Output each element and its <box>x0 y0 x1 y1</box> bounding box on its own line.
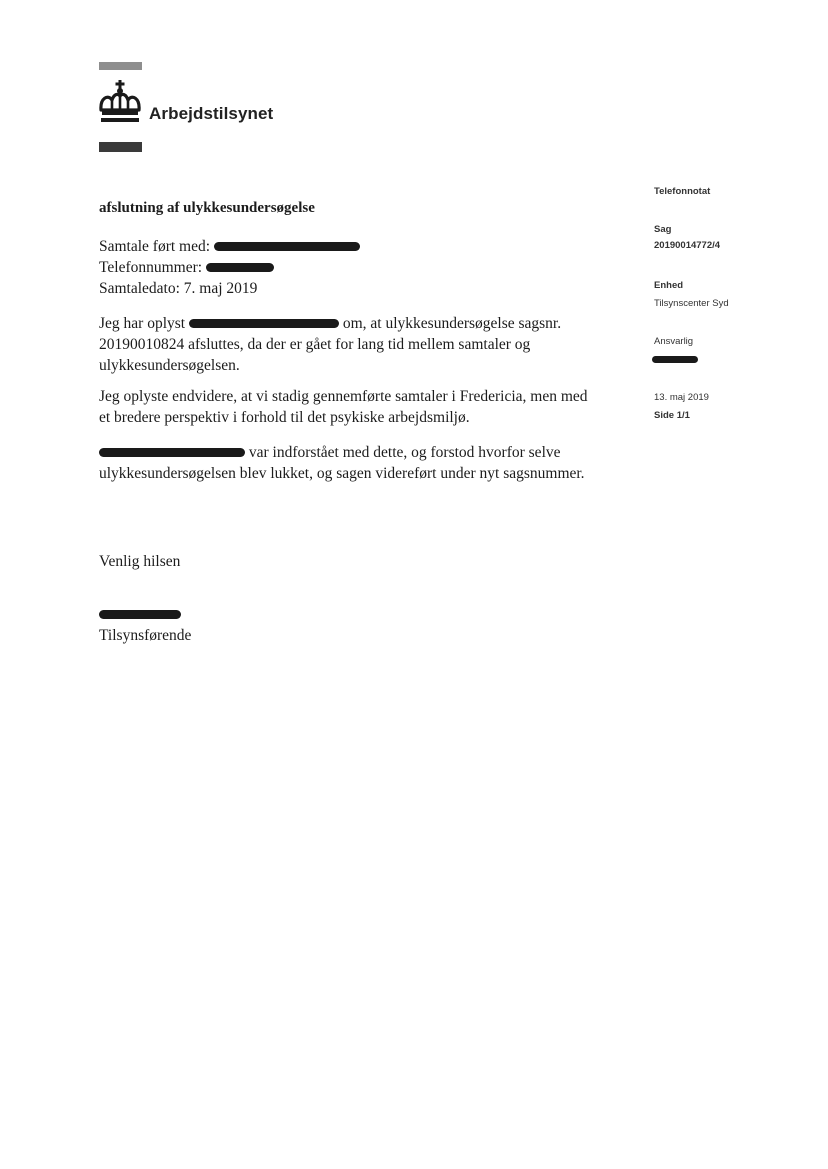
meta-page: Side 1/1 <box>654 410 690 421</box>
meta-responsible-redaction-wrap <box>652 351 698 369</box>
letter-subject: afslutning af ulykkesundersøgelse <box>99 200 315 216</box>
meta-unit-label: Enhed <box>654 280 684 291</box>
phone-line <box>99 257 274 278</box>
paragraph-1-continuation: om, at ulykkesundersøgelse sagsnr. <box>342 315 562 332</box>
paragraph-3-continuation: var indforstået med dette, og forstod hvorfor selve <box>248 444 561 461</box>
closing: Venlig hilsen <box>99 553 181 570</box>
paragraph-2-line-2: et bredere perspektiv i forhold til det psykiske arbejdsmiljø. <box>99 409 470 426</box>
signature-redaction-wrap <box>99 606 181 624</box>
redaction-person-1 <box>189 319 339 328</box>
header-bar-top <box>99 62 142 70</box>
meta-case-label: Sag <box>654 224 672 235</box>
conversation-with-line <box>99 236 360 257</box>
redaction-phone <box>206 263 274 272</box>
redaction-signature <box>99 610 181 619</box>
conversation-with-label: Samtale ført med: <box>99 238 211 255</box>
paragraph-1-line-1 <box>99 313 619 334</box>
meta-unit-value: Tilsynscenter Syd <box>654 298 729 309</box>
header-bar-bottom <box>99 142 142 152</box>
meta-date: 13. maj 2019 <box>654 392 709 403</box>
crown-icon <box>98 80 142 126</box>
phone-label: Telefonnummer: <box>99 259 203 276</box>
paragraph-1-line-3: ulykkesundersøgelsen. <box>99 357 240 374</box>
paragraph-3-line-1 <box>99 442 619 463</box>
paragraph-2 <box>99 386 619 428</box>
paragraph-3 <box>99 442 619 484</box>
signature-title: Tilsynsførende <box>99 627 192 644</box>
redaction-responsible <box>652 356 698 363</box>
paragraph-1-start: Jeg har oplyst <box>99 315 186 332</box>
redaction-person-2 <box>99 448 245 457</box>
meta-case-number: 20190014772/4 <box>654 240 721 251</box>
paragraph-2-line-1: Jeg oplyste endvidere, at vi stadig gennemførte samtaler i Fredericia, men med <box>99 388 588 405</box>
paragraph-1 <box>99 313 619 376</box>
date-line: Samtaledato: 7. maj 2019 <box>99 280 258 297</box>
org-name: Arbejdstilsynet <box>149 104 274 123</box>
paragraph-3-line-2: ulykkesundersøgelsen blev lukket, og sagen videreført under nyt sagsnummer. <box>99 465 585 482</box>
meta-responsible-label: Ansvarlig <box>654 336 694 347</box>
meta-doc-type: Telefonnotat <box>654 186 711 197</box>
paragraph-1-line-2: 20190010824 afsluttes, da der er gået for lang tid mellem samtaler og <box>99 336 531 353</box>
redaction-name <box>214 242 360 251</box>
